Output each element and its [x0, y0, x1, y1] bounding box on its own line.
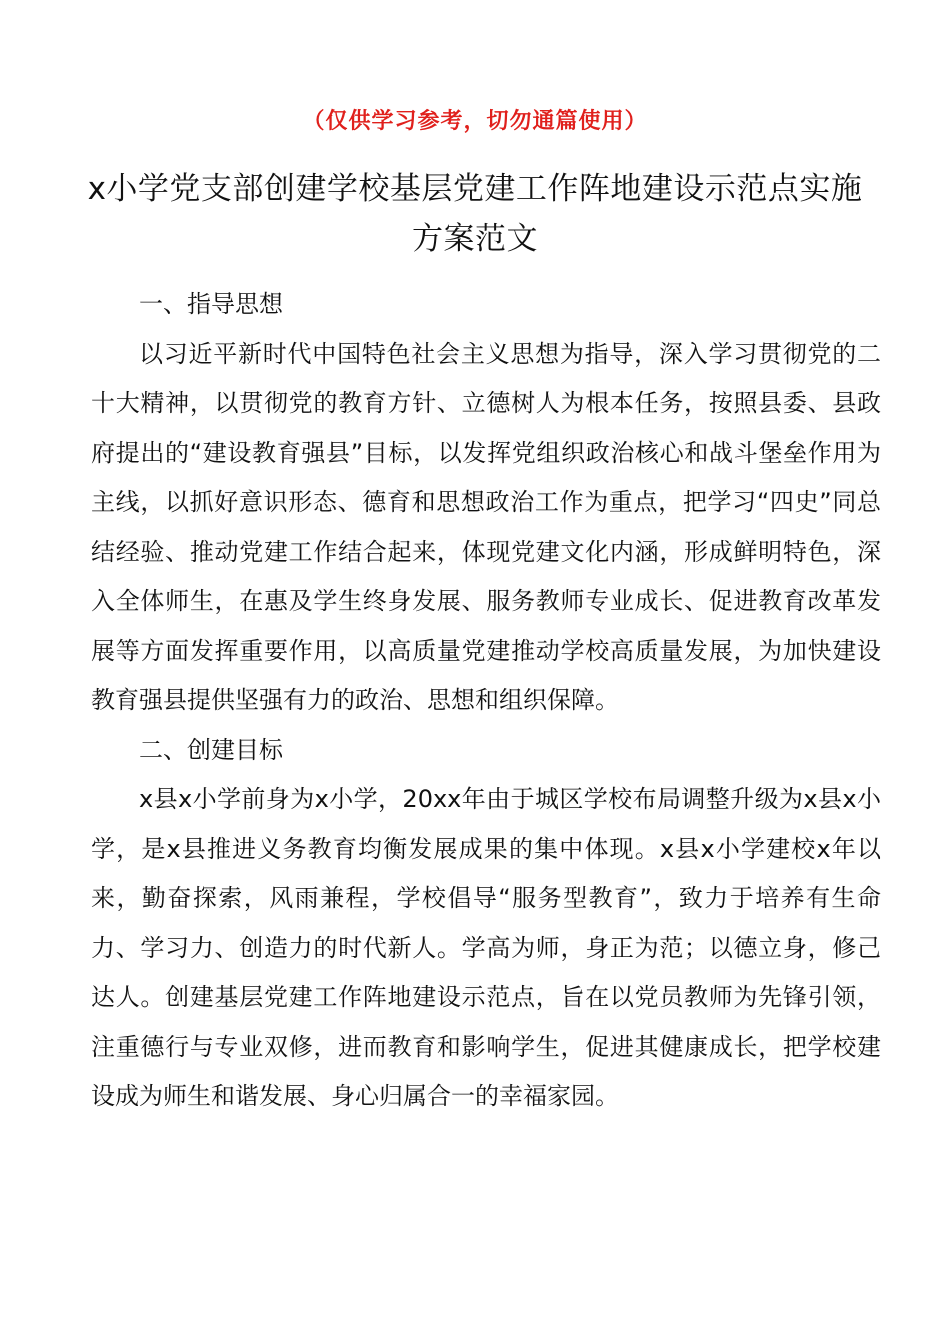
- section-paragraph-guiding-ideology: 以习近平新时代中国特色社会主义思想为指导，深入学习贯彻党的二十大精神，以贯彻党的教育方针、立德树人为根本任务，按照县委、县政府提出的“建设教育强县”目标，以发挥党组织政治核心和战斗堡垒作用为主线，以抓好意识形态、德育和思想政治工作为重点，把学习“四史”同总结经验、推动党建工作结合起来，体现党建文化内涵，形成鲜明特色，深入全体师生，在惠及学生终身发展、服务教师专业成长、促进教育改革发展等方面发挥重要作用，以高质量党建推动学校高质量发展，为加快建设教育强县提供坚强有力的政治、思想和组织保障。: [91, 339, 881, 714]
- usage-notice: （仅供学习参考，切勿通篇使用）: [302, 109, 648, 134]
- section-paragraph-goals: x县x小学前身为x小学，20xx年由于城区学校布局调整升级为x县x小学，是x县推进义务教育均衡发展成果的集中体现。x县x小学建校x年以来，勤奋探索，风雨兼程，学校倡导“服务型教育”，致力于培养有生命力、学习力、创造力的时代新人。学高为师，身正为范；以德立身，修己达人。创建基层党建工作阵地建设示范点，旨在以党员教师为先锋引领，注重德行与专业双修，进而教育和影响学生，促进其健康成长，把学校建设成为师生和谐发展、身心归属合一的幸福家园。: [91, 785, 881, 1110]
- document-title: x小学党支部创建学校基层党建工作阵地建设示范点实施方案范文: [87, 171, 863, 257]
- document-body: [91, 280, 881, 1122]
- section-heading-goals: 二、创建目标: [139, 735, 283, 764]
- section-heading-guiding-ideology: 一、指导思想: [139, 290, 283, 318]
